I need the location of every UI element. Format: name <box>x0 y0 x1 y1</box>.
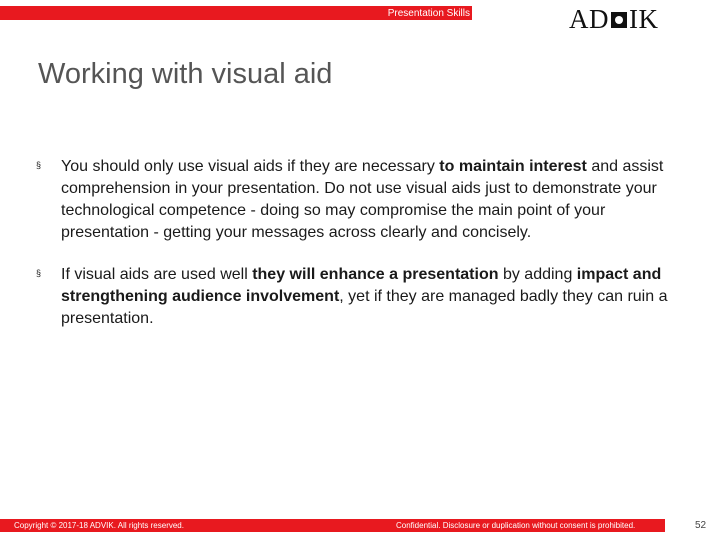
square-ring-icon <box>611 12 627 28</box>
bullet-text-segment: by adding <box>498 266 577 283</box>
bullet-marker-icon: § <box>36 268 42 278</box>
bullet-text-emphasis: they will enhance a presentation <box>252 266 499 283</box>
bullet-text-emphasis: impact and strengthening audience involvement <box>61 266 662 305</box>
bullet-text-segment: , yet if they are managed badly they can ruin a presentation. <box>61 288 668 327</box>
bullet-text-segment: If visual aids are used well <box>61 266 253 283</box>
bullet-text-segment: You should only use visual aids if they are necessary <box>61 158 440 175</box>
bullet-marker-icon: § <box>36 160 42 170</box>
logo-text-left: AD <box>569 3 609 34</box>
header-bar <box>0 6 472 20</box>
bullet-text-segment: and assist comprehension in your presentation. Do not use visual aids just to demonstrate your technological competence - doing so may compromise the main point of your presentation - getting your messages across clearly and concisely. <box>61 158 664 241</box>
page-number: 52 <box>695 520 707 531</box>
copyright-text: Copyright © 2017-18 ADVIK. All rights reserved. <box>14 521 184 530</box>
section-label: Presentation Skills <box>387 8 470 19</box>
bullet-text <box>61 156 686 244</box>
slide-title: Working with visual aid <box>38 58 333 90</box>
bullet-text <box>61 264 686 330</box>
bullet-item <box>36 156 686 244</box>
bullet-text-emphasis: to maintain interest <box>439 158 587 175</box>
bullet-item <box>36 264 686 330</box>
bullet-list <box>36 156 686 350</box>
footer-bar <box>0 519 665 532</box>
logo-text-right: IK <box>629 3 659 34</box>
confidential-notice: Confidential. Disclosure or duplication without consent is prohibited. <box>396 521 636 530</box>
company-logo <box>569 3 659 35</box>
